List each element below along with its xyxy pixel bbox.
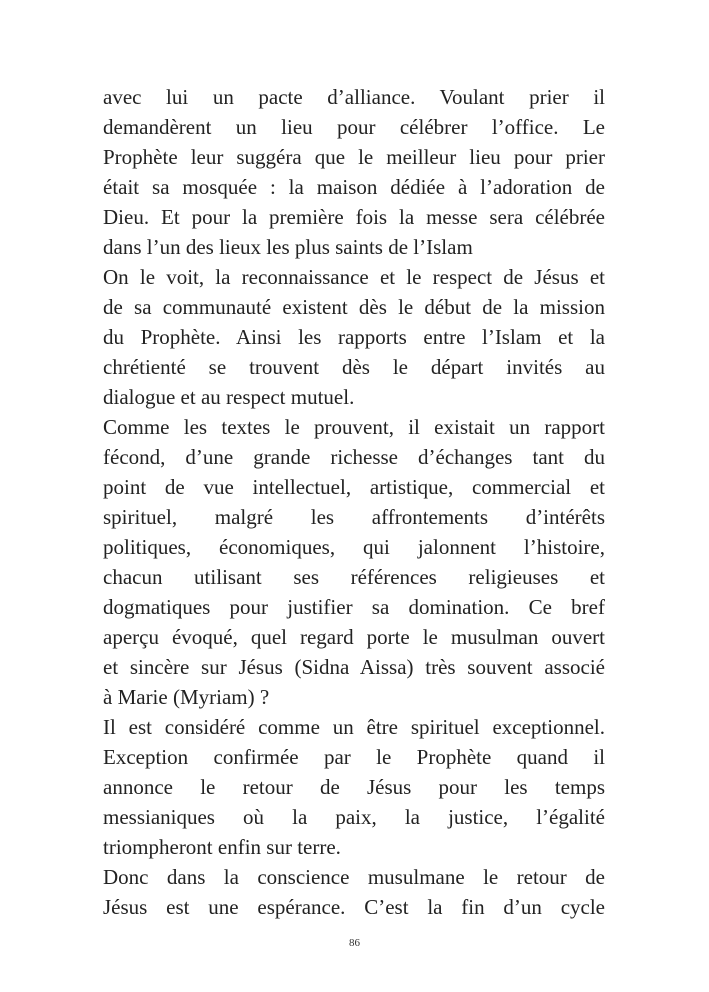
text-line: Prophète leur suggéra que le meilleur lieu pour prier [103,145,605,169]
text-line: aperçu évoqué, quel regard porte le musulman ouvert [103,625,605,649]
text-line: et sincère sur Jésus (Sidna Aissa) très souvent associé [103,655,605,679]
text-line: dogmatiques pour justifier sa domination. Ce bref [103,595,605,619]
text-line: triompheront enfin sur terre. [103,835,341,859]
paragraph [103,862,605,922]
paragraph [103,712,605,862]
text-line: demandèrent un lieu pour célébrer l’office. Le [103,115,605,139]
text-line: chacun utilisant ses références religieuses et [103,565,605,589]
text-line: était sa mosquée : la maison dédiée à l’adoration de [103,175,605,199]
text-line: spirituel, malgré les affrontements d’intérêts [103,505,605,529]
text-line: Jésus est une espérance. C’est la fin d’un cycle [103,895,605,919]
text-line: à Marie (Myriam) ? [103,685,270,709]
text-line: messianiques où la paix, la justice, l’égalité [103,805,605,829]
paragraph [103,82,605,262]
body-text [103,82,605,922]
text-line: Comme les textes le prouvent, il existait un rapport [103,415,605,439]
text-line: dialogue et au respect mutuel. [103,385,355,409]
text-line: avec lui un pacte d’alliance. Voulant prier il [103,85,605,109]
text-line: du Prophète. Ainsi les rapports entre l’Islam et la [103,325,605,349]
text-line: de sa communauté existent dès le début de la mission [103,295,605,319]
text-line: Il est considéré comme un être spirituel exceptionnel. [103,715,605,739]
text-line: annonce le retour de Jésus pour les temps [103,775,605,799]
text-line: Donc dans la conscience musulmane le retour de [103,865,605,889]
text-line: Dieu. Et pour la première fois la messe sera célébrée [103,205,605,229]
text-line: politiques, économiques, qui jalonnent l’histoire, [103,535,605,559]
paragraph [103,412,605,712]
paragraph [103,262,605,412]
page-number: 86 [349,937,360,949]
text-line: point de vue intellectuel, artistique, commercial et [103,475,605,499]
text-line: chrétienté se trouvent dès le départ invités au [103,355,605,379]
text-line: On le voit, la reconnaissance et le respect de Jésus et [103,265,605,289]
text-line: Exception confirmée par le Prophète quand il [103,745,605,769]
text-line: fécond, d’une grande richesse d’échanges tant du [103,445,605,469]
text-line: dans l’un des lieux les plus saints de l’Islam [103,235,473,259]
